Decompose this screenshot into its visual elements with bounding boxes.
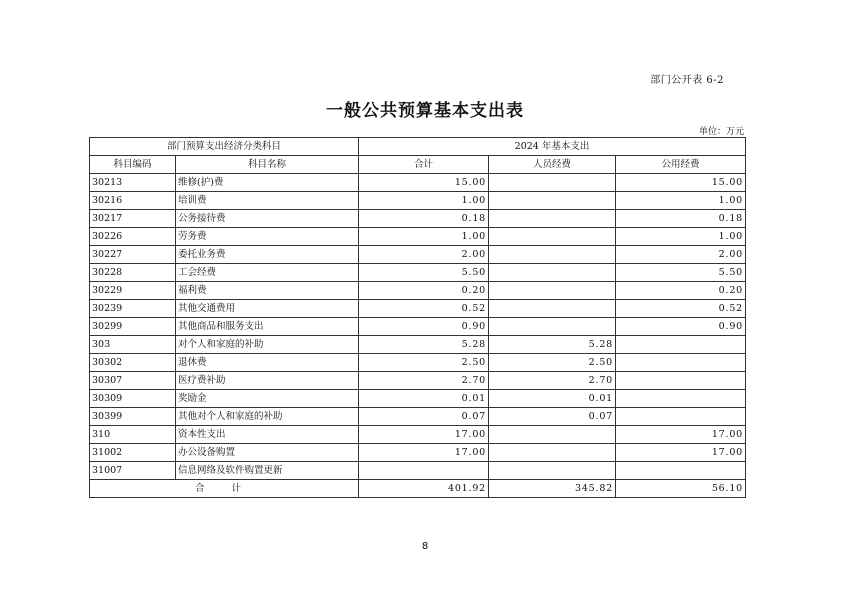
row-code: 30216 <box>90 192 176 210</box>
row-personnel <box>489 300 616 318</box>
column-header-public: 公用经费 <box>616 156 746 174</box>
row-total <box>359 462 489 480</box>
budget-table-body <box>90 138 746 498</box>
row-public <box>616 390 746 408</box>
row-personnel <box>489 174 616 192</box>
row-code: 30399 <box>90 408 176 426</box>
row-public <box>616 372 746 390</box>
row-public: 0.18 <box>616 210 746 228</box>
total-personnel: 345.82 <box>489 480 616 498</box>
row-total: 17.00 <box>359 444 489 462</box>
table-row <box>90 174 746 192</box>
row-name: 奖励金 <box>176 390 359 408</box>
row-public: 1.00 <box>616 228 746 246</box>
row-name: 委托业务费 <box>176 246 359 264</box>
table-row <box>90 462 746 480</box>
row-total: 5.50 <box>359 264 489 282</box>
table-row <box>90 282 746 300</box>
table-code: 部门公开表 6-2 <box>650 75 724 86</box>
column-header-row <box>90 156 746 174</box>
row-code: 30228 <box>90 264 176 282</box>
total-row <box>90 480 746 498</box>
total-label: 合 计 <box>90 480 359 498</box>
table-row <box>90 264 746 282</box>
row-personnel <box>489 462 616 480</box>
group-header-row <box>90 138 746 156</box>
table-row <box>90 372 746 390</box>
total-public: 56.10 <box>616 480 746 498</box>
row-code: 30309 <box>90 390 176 408</box>
row-public <box>616 354 746 372</box>
table-row <box>90 192 746 210</box>
row-total: 17.00 <box>359 426 489 444</box>
row-personnel: 2.50 <box>489 354 616 372</box>
table-row <box>90 426 746 444</box>
row-code: 30227 <box>90 246 176 264</box>
row-personnel: 0.07 <box>489 408 616 426</box>
row-code: 30229 <box>90 282 176 300</box>
row-code: 30213 <box>90 174 176 192</box>
row-total: 15.00 <box>359 174 489 192</box>
row-total: 0.07 <box>359 408 489 426</box>
row-code: 31002 <box>90 444 176 462</box>
unit-label: 单位：万元 <box>698 127 744 137</box>
row-name: 工会经费 <box>176 264 359 282</box>
row-name: 办公设备购置 <box>176 444 359 462</box>
group-header-classification: 部门预算支出经济分类科目 <box>90 138 359 156</box>
row-public: 15.00 <box>616 174 746 192</box>
row-personnel <box>489 264 616 282</box>
row-total: 0.20 <box>359 282 489 300</box>
row-name: 劳务费 <box>176 228 359 246</box>
row-code: 30217 <box>90 210 176 228</box>
row-code: 303 <box>90 336 176 354</box>
row-code: 30226 <box>90 228 176 246</box>
row-total: 0.18 <box>359 210 489 228</box>
page-number: 8 <box>421 541 429 552</box>
row-code: 30299 <box>90 318 176 336</box>
table-row <box>90 408 746 426</box>
row-total: 2.50 <box>359 354 489 372</box>
table-row <box>90 318 746 336</box>
column-header-total: 合计 <box>359 156 489 174</box>
row-public: 2.00 <box>616 246 746 264</box>
row-code: 310 <box>90 426 176 444</box>
page-title: 一般公共预算基本支出表 <box>326 101 524 121</box>
table-row <box>90 300 746 318</box>
row-public <box>616 336 746 354</box>
column-header-personnel: 人员经费 <box>489 156 616 174</box>
budget-table <box>89 137 746 498</box>
row-public: 0.90 <box>616 318 746 336</box>
row-total: 2.00 <box>359 246 489 264</box>
row-name: 其他交通费用 <box>176 300 359 318</box>
row-name: 资本性支出 <box>176 426 359 444</box>
row-total: 0.52 <box>359 300 489 318</box>
row-name: 其他对个人和家庭的补助 <box>176 408 359 426</box>
row-name: 信息网络及软件购置更新 <box>176 462 359 480</box>
total-sum: 401.92 <box>359 480 489 498</box>
table-row <box>90 336 746 354</box>
row-total: 5.28 <box>359 336 489 354</box>
row-personnel <box>489 192 616 210</box>
table-row <box>90 210 746 228</box>
row-public: 1.00 <box>616 192 746 210</box>
row-name: 退休费 <box>176 354 359 372</box>
table-row <box>90 444 746 462</box>
row-name: 对个人和家庭的补助 <box>176 336 359 354</box>
row-public: 17.00 <box>616 444 746 462</box>
row-name: 福利费 <box>176 282 359 300</box>
row-personnel: 5.28 <box>489 336 616 354</box>
row-public <box>616 462 746 480</box>
row-public: 17.00 <box>616 426 746 444</box>
row-name: 维修(护)费 <box>176 174 359 192</box>
row-personnel <box>489 228 616 246</box>
row-total: 0.01 <box>359 390 489 408</box>
row-code: 30307 <box>90 372 176 390</box>
row-code: 31007 <box>90 462 176 480</box>
row-personnel <box>489 426 616 444</box>
row-personnel <box>489 246 616 264</box>
row-name: 公务接待费 <box>176 210 359 228</box>
row-name: 培训费 <box>176 192 359 210</box>
row-personnel: 0.01 <box>489 390 616 408</box>
row-personnel <box>489 318 616 336</box>
row-personnel: 2.70 <box>489 372 616 390</box>
row-public: 0.20 <box>616 282 746 300</box>
row-personnel <box>489 444 616 462</box>
row-personnel <box>489 210 616 228</box>
column-header-name: 科目名称 <box>176 156 359 174</box>
row-name: 其他商品和服务支出 <box>176 318 359 336</box>
column-header-code: 科目编码 <box>90 156 176 174</box>
table-row <box>90 246 746 264</box>
row-public: 5.50 <box>616 264 746 282</box>
row-total: 2.70 <box>359 372 489 390</box>
row-total: 0.90 <box>359 318 489 336</box>
table-row <box>90 228 746 246</box>
table-row <box>90 354 746 372</box>
row-personnel <box>489 282 616 300</box>
row-name: 医疗费补助 <box>176 372 359 390</box>
group-header-basic-expenditure: 2024 年基本支出 <box>359 138 746 156</box>
table-row <box>90 390 746 408</box>
row-total: 1.00 <box>359 228 489 246</box>
row-public: 0.52 <box>616 300 746 318</box>
row-total: 1.00 <box>359 192 489 210</box>
row-code: 30239 <box>90 300 176 318</box>
row-code: 30302 <box>90 354 176 372</box>
row-public <box>616 408 746 426</box>
